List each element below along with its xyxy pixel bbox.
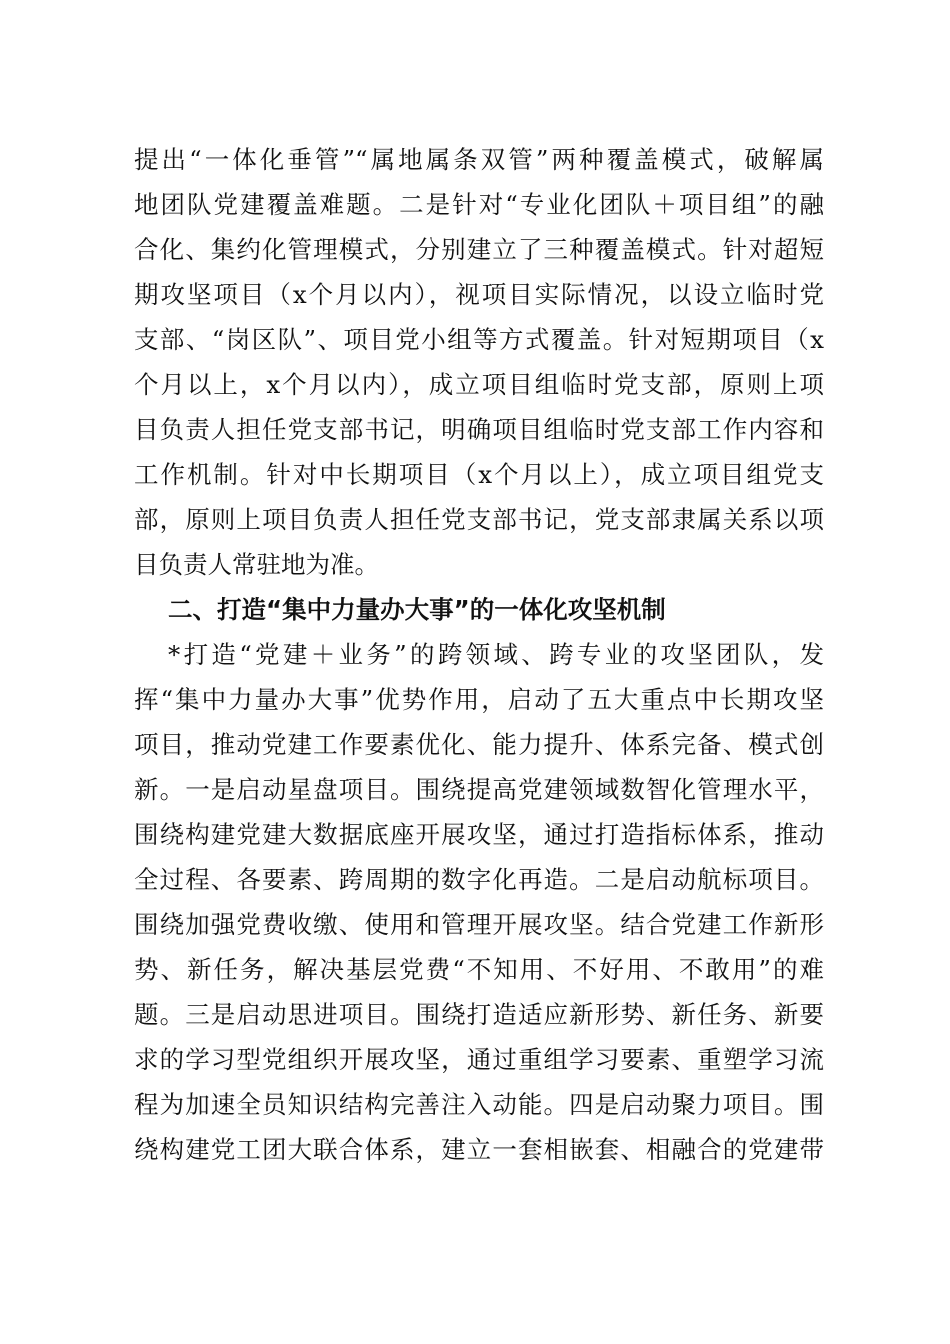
paragraph-line: 地团队党建覆盖难题。二是针对“专业化团队＋项目组”的融	[134, 190, 824, 219]
paragraph-line: 绕构建党工团大联合体系，建立一套相嵌套、相融合的党建带	[134, 1135, 824, 1164]
paragraph-line: 求的学习型党组织开展攻坚，通过重组学习要素、重塑学习流	[134, 1045, 824, 1074]
paragraph-line: 题。三是启动思进项目。围绕打造适应新形势、新任务、新要	[134, 1000, 824, 1029]
paragraph-line: 新。一是启动星盘项目。围绕提高党建领域数智化管理水平，	[134, 775, 824, 804]
paragraph-line: 工作机制。针对中长期项目（x个月以上），成立项目组党支	[134, 460, 824, 489]
paragraph-line: *打造“党建＋业务”的跨领域、跨专业的攻坚团队，发	[168, 640, 824, 669]
paragraph-line: 提出“一体化垂管”“属地属条双管”两种覆盖模式，破解属	[134, 145, 824, 174]
paragraph-line: 部，原则上项目负责人担任党支部书记，党支部隶属关系以项	[134, 505, 824, 534]
paragraph-line: 项目，推动党建工作要素优化、能力提升、体系完备、模式创	[134, 730, 824, 759]
paragraph-line: 挥“集中力量办大事”优势作用，启动了五大重点中长期攻坚	[134, 685, 824, 714]
paragraph-line: 目负责人担任党支部书记，明确项目组临时党支部工作内容和	[134, 415, 824, 444]
paragraph-line: 势、新任务，解决基层党费“不知用、不好用、不敢用”的难	[134, 955, 824, 984]
paragraph-line: 围绕加强党费收缴、使用和管理开展攻坚。结合党建工作新形	[134, 910, 824, 939]
paragraph-line: 全过程、各要素、跨周期的数字化再造。二是启动航标项目。	[134, 865, 824, 894]
paragraph-line: 程为加速全员知识结构完善注入动能。四是启动聚力项目。围	[134, 1090, 824, 1119]
paragraph-line: 目负责人常驻地为准。	[134, 550, 379, 579]
paragraph-line: 个月以上，x个月以内），成立项目组临时党支部，原则上项	[134, 370, 824, 399]
section-heading: 二、打造“集中力量办大事”的一体化攻坚机制	[168, 595, 666, 624]
paragraph-line: 支部、“岗区队”、项目党小组等方式覆盖。针对短期项目（x	[134, 325, 824, 354]
paragraph-line: 合化、集约化管理模式，分别建立了三种覆盖模式。针对超短	[134, 235, 824, 264]
paragraph-line: 期攻坚项目（x个月以内），视项目实际情况，以设立临时党	[134, 280, 824, 309]
paragraph-line: 围绕构建党建大数据底座开展攻坚，通过打造指标体系，推动	[134, 820, 824, 849]
